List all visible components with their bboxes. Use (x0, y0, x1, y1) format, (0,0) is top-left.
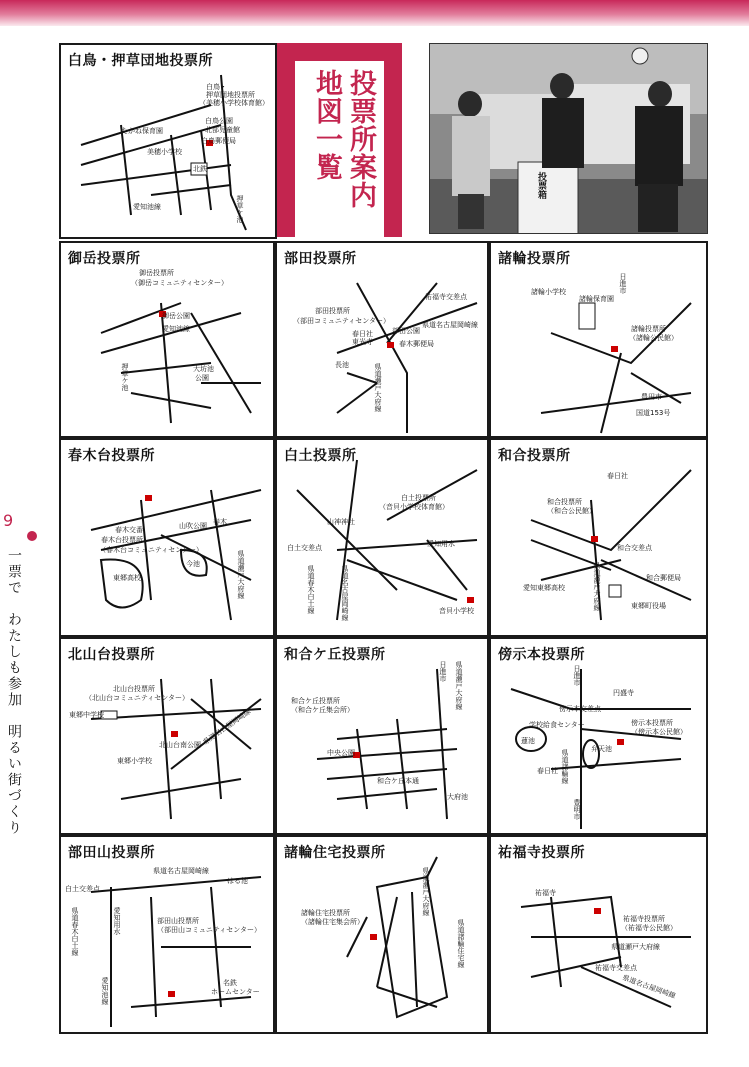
map-label: 春木交番 (115, 526, 143, 534)
map-label: 白鳥公園 (205, 117, 233, 125)
map-label: 美穂小学校 (147, 148, 182, 156)
map-label: 県道瀬戸大府線 (611, 943, 660, 951)
map-label: 御岳投票所 (139, 269, 174, 277)
map-label: 御岳公園 (162, 312, 190, 320)
map-label: 白土交差点 (287, 544, 322, 552)
cell-title: 白土投票所 (284, 448, 357, 464)
map-label: 山神神社 (327, 518, 355, 526)
map-label: 円盛寺 (613, 689, 634, 697)
map-label: 東光寺 (352, 338, 373, 346)
map-label: 県道諸輪住宅線 (457, 919, 465, 968)
photo-illustration (430, 44, 708, 234)
map-cell-bojimoto (489, 637, 708, 835)
map-label: 愛知池線 (162, 325, 190, 333)
cell-title: 部田投票所 (284, 251, 357, 267)
map-label: はる池 (227, 877, 248, 885)
map-morowa-jutaku (277, 837, 487, 1032)
map-label: 祐福寺 (535, 889, 556, 897)
map-label: 諸輪投票所 (631, 325, 666, 333)
map-cell-shiratori (59, 43, 277, 239)
map-cell-shirotsuchi (275, 438, 489, 637)
map-label: （傍示本公民館） (631, 728, 687, 736)
map-label: 長池 (335, 361, 349, 369)
cell-title: 白鳥・押草団地投票所 (68, 53, 213, 69)
map-harukidai (61, 440, 273, 635)
map-label: 部田山投票所 (157, 917, 199, 925)
map-label: 大坊池 (193, 365, 214, 373)
side-slogan: 一票で わたしも参加 明るい街づくり (6, 548, 22, 836)
map-heta (277, 243, 487, 436)
map-cell-harukidai (59, 438, 275, 637)
map-label: 国道153号 (636, 409, 671, 417)
map-label: 愛知用水 (113, 907, 121, 935)
map-label: （御岳コミュニティセンター） (131, 279, 229, 287)
map-label: 山吹公園 (179, 522, 207, 530)
map-label: 和合交差点 (617, 544, 652, 552)
map-label: 春日社 (607, 472, 628, 480)
map-label: 祐福寺投票所 (623, 915, 665, 923)
map-label: 和合郵便局 (646, 574, 681, 582)
map-label: 日進市 (619, 273, 627, 294)
map-cell-wagogaoka (275, 637, 489, 835)
map-label: 県道春木白土線 (71, 907, 79, 956)
map-label: 愛知池線 (133, 203, 161, 211)
page-dot (27, 531, 37, 541)
map-label: 白土投票所 (401, 494, 436, 502)
map-cell-kitayamadai (59, 637, 275, 835)
map-cell-morowa-jutaku (275, 835, 489, 1034)
map-cell-morowa (489, 241, 708, 438)
map-label: 白鳥郵便局 (201, 137, 236, 145)
cell-title: 部田山投票所 (68, 845, 155, 861)
title-line-1: 投票所案内 (345, 69, 376, 209)
map-label: 学校給食センター (529, 721, 585, 729)
map-label: 日進市 (573, 665, 581, 686)
map-label: 県道名古屋岡崎線 (422, 321, 478, 329)
title-inner (295, 61, 384, 237)
map-label: 県道名古屋岡崎線 (153, 867, 209, 875)
map-label: 押草ケ池 (236, 195, 244, 223)
cell-title: 諸輪住宅投票所 (284, 845, 386, 861)
map-label: 北部児童館 (205, 126, 240, 134)
map-label: 諸輪住宅投票所 (301, 909, 350, 917)
map-label: 名鉄 (223, 979, 237, 987)
map-label: 弁天池 (591, 745, 612, 753)
map-label: 和合投票所 (547, 498, 582, 506)
map-label: 愛知池線 (101, 977, 109, 1005)
map-label: たかね保育園 (121, 127, 163, 135)
map-label: 東郷町役場 (631, 602, 666, 610)
polling-station-photo (429, 43, 708, 234)
map-label: 東郷小学校 (117, 757, 152, 765)
map-label: （部田コミュニティセンター） (293, 317, 391, 325)
map-cell-ontake (59, 241, 275, 438)
map-yufukuji (491, 837, 706, 1032)
top-band (0, 0, 749, 26)
map-label: 県道瀬戸大府線 (593, 562, 601, 611)
map-label: 音貝小学校 (439, 607, 474, 615)
cell-title: 北山台投票所 (68, 647, 155, 663)
map-label: 北山台投票所 (113, 685, 155, 693)
title-block (277, 43, 402, 237)
cell-title: 祐福寺投票所 (498, 845, 585, 861)
map-label: 県道名古屋岡崎線 (341, 565, 349, 621)
map-label: （春木台コミュニティセンター） (99, 546, 204, 554)
map-label: （祐福寺公民館） (621, 924, 677, 932)
map-label: 祐福寺交差点 (425, 293, 467, 301)
map-label: 北鉄 (193, 165, 207, 173)
map-label: 中央公園 (327, 749, 355, 757)
map-label: 白鳥・ (206, 83, 227, 91)
map-label: 傍示本投票所 (631, 719, 673, 727)
map-label: （北山台コミュニティセンター） (85, 694, 190, 702)
map-label: 部田投票所 (315, 307, 350, 315)
map-label: 諸輪保育園 (579, 295, 614, 303)
map-label: 押草ケ池 (121, 363, 129, 391)
map-label: 傍示本交差点 (559, 705, 601, 713)
map-label: 県道名古屋岡崎線 (621, 973, 677, 1001)
cell-title: 和合投票所 (498, 448, 571, 464)
map-label: （音貝小学校体育館） (379, 503, 449, 511)
cell-title: 諸輪投票所 (498, 251, 571, 267)
cell-title: 和合ケ丘投票所 (284, 647, 386, 663)
map-label: 東郷高校 (113, 574, 141, 582)
map-label: 大府池 (447, 793, 468, 801)
map-label: 春木台投票所 (101, 536, 143, 544)
cell-title: 傍示本投票所 (498, 647, 585, 663)
title-line-2: 地図一覧 (311, 69, 342, 181)
map-label: 今池 (186, 560, 200, 568)
map-label: 春日社 (537, 767, 558, 775)
map-label: 豊明市 (573, 799, 581, 820)
map-label: 愛知用水 (427, 540, 455, 548)
map-label: 諸輪小学校 (531, 288, 566, 296)
cell-title: 春木台投票所 (68, 448, 155, 464)
map-label: 豊田市 (641, 393, 662, 401)
page-number: 9 (3, 511, 14, 530)
map-label: 県道瀬戸大府線 (374, 363, 382, 412)
map-bojimoto (491, 639, 706, 833)
map-cell-yufukuji (489, 835, 708, 1034)
map-label: 春木 (213, 518, 227, 526)
map-label: 蓮池 (521, 737, 535, 745)
map-label: 県道名古屋岡崎線 (201, 707, 253, 747)
map-label: 県道春木白土線 (307, 565, 315, 614)
map-cell-hetayama (59, 835, 275, 1034)
map-cell-wago (489, 438, 708, 637)
map-label: 押草団地投票所 (206, 91, 255, 99)
map-label: 北山台南公園 (159, 741, 201, 749)
map-label: 公園 (195, 374, 209, 382)
map-label: 県道瀬戸大府線 (422, 867, 430, 916)
map-label: 県道諸輪線 (561, 749, 569, 784)
map-kitayamadai (61, 639, 273, 833)
map-label: 春木郵便局 (399, 340, 434, 348)
cell-title: 御岳投票所 (68, 251, 141, 267)
map-label: 白土交差点 (65, 885, 100, 893)
map-label: 春日社 (352, 330, 373, 338)
map-label: （美穂小学校体育館） (199, 99, 269, 107)
map-label: （和合公民館） (547, 507, 596, 515)
map-label: 部田公園 (392, 327, 420, 335)
map-label: 和合ケ丘投票所 (291, 697, 340, 705)
ballot-box-label: 投票箱 (536, 172, 546, 199)
map-label: 祐福寺交差点 (595, 964, 637, 972)
map-label: （諸輪公民館） (629, 334, 678, 342)
map-label: 愛知東郷高校 (523, 584, 565, 592)
map-label: （諸輪住宅集会所） (301, 918, 364, 926)
map-label: （部田山コミュニティセンター） (157, 926, 262, 934)
map-label: （和合ケ丘集会所） (291, 706, 354, 714)
map-label: 和合ケ丘本通 (377, 777, 419, 785)
map-label: ホームセンター (211, 988, 260, 996)
map-label: 県道瀬戸大府線 (455, 661, 463, 710)
map-label: 日進市 (439, 661, 447, 682)
map-label: 県道瀬戸大府線 (237, 550, 245, 599)
map-cell-heta (275, 241, 489, 438)
map-label: 東郷中学校 (69, 711, 104, 719)
